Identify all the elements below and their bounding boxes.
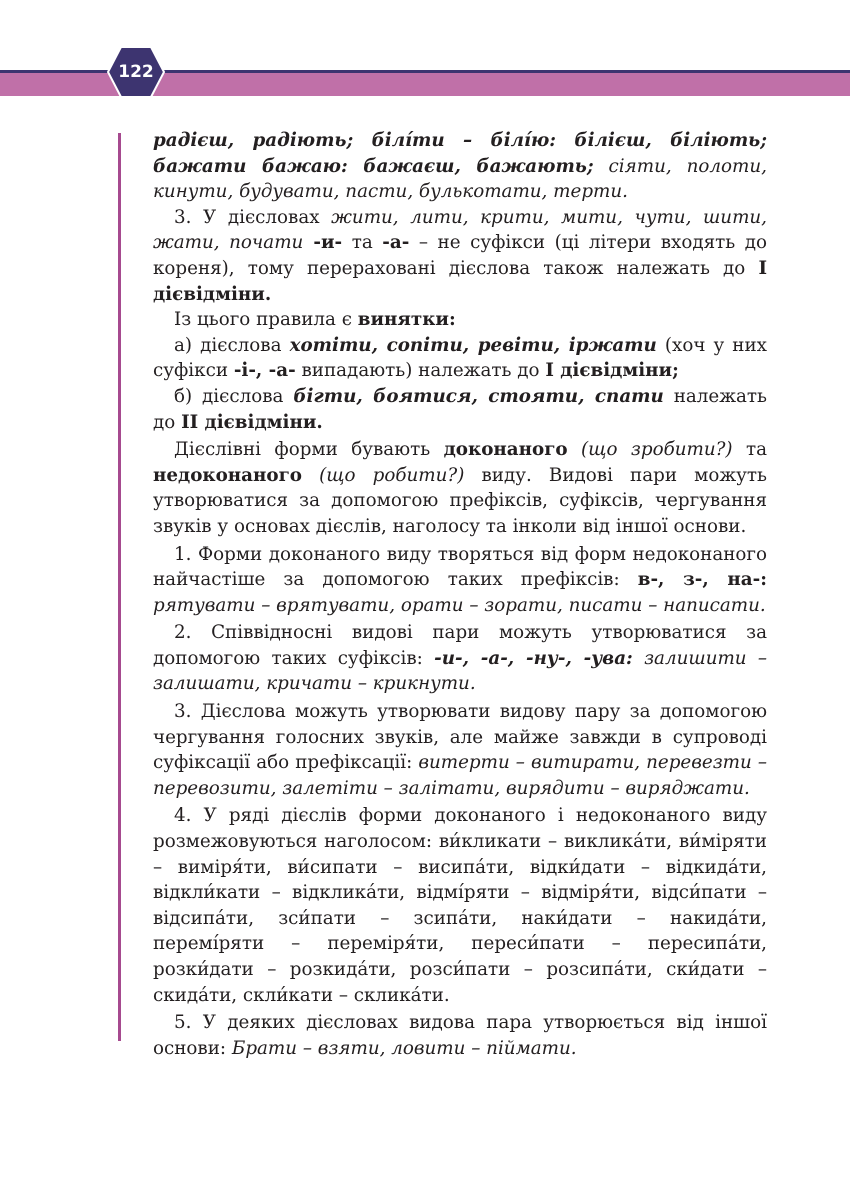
paragraph-10: 4. У ряді дієслів форми доконаного і недоконаного виду розмежовуються наголосом: ви́кликати – виклика́ти, ви́міряти – виміря́ти, ви́сипати – висипа́ти, відки́дати – відкида́ти, відкли́кати – відклика́ти, відмі́ряти – відміря́ти, відси́пати – відсипа́ти, зси́пати – зсипа́ти, наки́дати – накида́ти, перемі́ряти – переміря́ти, переси́пати – пересипа́ти, розки́дати – розкида́ти, розси́пати – розсипа́ти, ски́дати – скида́ти, скли́кати – склика́ти. xyxy=(153,805,767,1006)
paragraph-6: Дієслівні форми бувають доконаного (що зробити?) та недоконаного (що робити?) виду. Видові пари можуть утворюватися за допомогою префіксів, суфіксів, чергування звуків у основах дієслів, наголосу та інколи від іншої основи. xyxy=(153,439,768,537)
page-content xyxy=(153,128,767,1061)
paragraph-8: 2. Співвідносні видові пари можуть утворюватися за допомогою таких суфіксів: -и-, -а-, -ну-, -ува: залишити – залишати, кричати – крикнути. xyxy=(153,622,768,695)
page-number: 122 xyxy=(118,62,154,82)
paragraph-1: радієш, радіють; білі́ти – білі́ю: білієш, біліють; бажати бажаю: бажаєш, бажають; сіяти, полоти, кинути, будувати, пасти, булькотати, терти. xyxy=(153,130,767,203)
paragraph-7: 1. Форми доконаного виду творяться від форм недоконаного найчастіше за допомогою таких префіксів: в-, з-, на-: рятувати – врятувати, орати – зорати, писати – написати. xyxy=(153,543,767,616)
paragraph-9: 3. Дієслова можуть утворювати видову пару за допомогою чергування голосних звуків, але майже завжди в супроводі суфіксації або префіксації: витерти – витирати, перевезти – перевозити, залетіти – залітати, вирядити – виряджати. xyxy=(153,701,767,799)
paragraph-5: б) дієслова бігти, боятися, стояти, спати належать до II дієвідміни. xyxy=(153,385,767,433)
margin-bar xyxy=(118,133,121,1041)
paragraph-11: 5. У деяких дієсловах видова пара утворюється від іншої основи: Брати – взяти, ловити – піймати. xyxy=(153,1012,767,1059)
page-number-badge xyxy=(107,46,165,98)
paragraph-3: Із цього правила є винятки: xyxy=(174,309,456,331)
paragraph-4: а) дієслова хотіти, сопіти, ревіти, іржати (хоч у них суфікси -і-, -а- випадають) належать до I дієвідміни; xyxy=(153,334,767,382)
paragraph-2: 3. У дієсловах жити, лити, крити, мити, чути, шити, жати, почати -и- та -а- – не суфікси (ці літери входять до кореня), тому перераховані дієслова також належать до I дієвідміни. xyxy=(153,206,767,305)
